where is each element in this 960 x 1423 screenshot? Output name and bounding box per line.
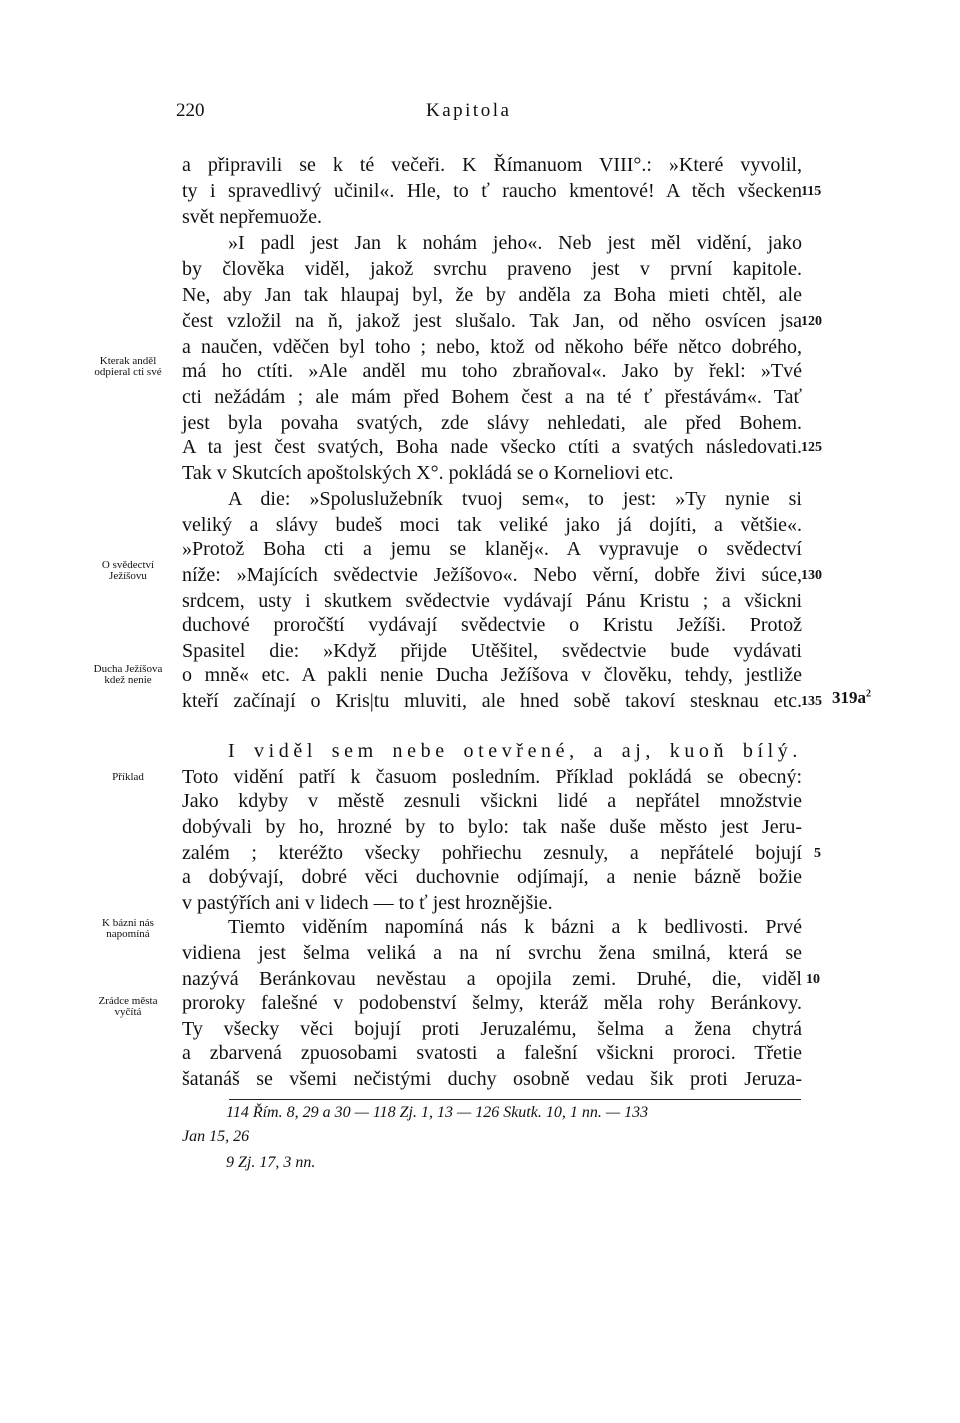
text-line: Toto vidění patří k časuom posledním. Příklad pokládá se obecný: — [182, 766, 802, 788]
text-line: »I padl jest Jan k nohám jeho«. Neb jest měl vidění, jako — [228, 232, 802, 254]
text-line: Spasitel die: »Když přijde Utěšitel, svědectvie bude vydávati — [182, 640, 802, 662]
text-line: čest vzložil na ň, jakož jest slušalo. Tak Jan, od něho osvícen jsa — [182, 310, 802, 332]
text-line: jest byla povaha svatých, zde slávy nehledati, ale před Bohem. — [182, 412, 802, 434]
text-line: »Protož Boha cti a jemu se klaněj«. A vypravuje o svědectví — [182, 538, 802, 560]
text-line: Tiemto viděním napomíná nás k bázni a k bedlivosti. Prvé — [228, 916, 802, 938]
text-line: svět nepřemuože. — [182, 206, 322, 228]
text-line: kteří začínají o Kris|tu mluviti, ale hned sobě takoví stesknau etc. — [182, 690, 802, 712]
text-line: a zbarvená zpuosobami svatosti a falešní všickni proroci. Třetie — [182, 1042, 802, 1064]
margin-note: O svědectví Ježíšovu — [101, 559, 155, 582]
text-line: Jako kdyby v městě zesnuli všickni lidé a nepřátel množstvie — [182, 790, 802, 812]
margin-note: Ducha Ježíšova kdež nenie — [93, 663, 163, 686]
line-number: 5 — [814, 846, 821, 861]
section-lemma: I viděl sem nebe otevřené, a aj, kuoň bílý. — [228, 740, 802, 762]
text-line: níže: »Majících svědectvie Ježíšovo«. Nebo věrní, dobře živi súce, — [182, 564, 802, 586]
footnote: 9 Zj. 17, 3 nn. — [226, 1154, 316, 1171]
text-line: by člověka viděl, jakož svrchu praveno jest v první kapitole. — [182, 258, 802, 280]
text-line: srdcem, usty i skutkem svědectvie vydávají Pánu Kristu ; a všickni — [182, 590, 802, 612]
text-line: v pastýřích ani v lidech — to ť jest hroznějšie. — [182, 892, 553, 914]
text-line: dobývali by ho, hrozné by to bylo: tak naše duše město jest Jeru- — [182, 816, 802, 838]
folio-marker: $319a^2$ — [832, 688, 871, 707]
text-line: veliký a slávy budeš moci tak veliké jako já dojíti, a většie«. — [182, 514, 802, 536]
text-line: Ne, aby Jan tak hlaupaj byl, že by anděla za Boha mieti chtěl, ale — [182, 284, 802, 306]
text-line: Tak v Skutcích apoštolských X°. pokládá se o Korneliovi etc. — [182, 462, 674, 484]
text-line: duchové proročští vydávají svědectvie o Kristu Ježíši. Protož — [182, 614, 802, 636]
text-line: a připravili se k té večeři. K Římanuom VIII°.: »Které vyvolil, — [182, 154, 802, 176]
footnote-rule — [229, 1099, 801, 1100]
footnote: Jan 15, 26 — [182, 1128, 250, 1145]
line-number: 10 — [806, 972, 820, 987]
text-line: Ty všecky věci bojují proti Jeruzalému, šelma a žena chytrá — [182, 1018, 802, 1040]
text-line: A die: »Spoluslužebník tvuoj sem«, to jest: »Ty nynie si — [228, 488, 802, 510]
text-line: a naučen, vděčen byl toho ; nebo, ktož od někoho béře nětco dobrého, — [182, 336, 802, 358]
text-line: proroky falešné v podobenství šelmy, kteráž měla rohy Beránkovy. — [182, 992, 802, 1014]
margin-note: K bázni nás napomíná — [102, 917, 154, 940]
margin-note: Příklad — [112, 771, 144, 783]
text-line: ty i spravedlivý učinil«. Hle, to ť raucho kmentové! A těch všecken — [182, 180, 802, 202]
line-number: 115 — [801, 184, 822, 199]
text-line: vidiena jest šelma veliká a na ní svrchu žena smilná, která se — [182, 942, 802, 964]
text-line: nazývá Beránkovau nevěstau a opojila zemi. Druhé, die, viděl — [182, 968, 802, 990]
margin-note: Kterak anděl odpieral cti své — [94, 355, 162, 378]
line-number: 125 — [801, 440, 822, 455]
text-line: A ta jest čest svatých, Boha nade všecko ctíti a svatých následovati. — [182, 436, 802, 458]
margin-note: Zrádce města vyčítá — [98, 995, 158, 1018]
footnote: 114 Řím. 8, 29 a 30 — 118 Zj. 1, 13 — 126 Skutk. 10, 1 nn. — 133 — [226, 1104, 649, 1121]
text-line: šatanáš se všemi nečistými duchy osobně vedau šik proti Jeruza- — [182, 1068, 802, 1090]
text-line: o mně« etc. A pakli nenie Ducha Ježíšova v člověku, tehdy, jestližе — [182, 664, 802, 686]
text-line: zalém ; kteréžto všecky pohřiechu zesnuly, a nepřátelé bojují — [182, 842, 802, 864]
text-line: cti nežádám ; ale mám před Bohem čest a na té ť přestávám«. Tať — [182, 386, 802, 408]
line-number: 130 — [801, 568, 822, 583]
running-title: Kapitola — [426, 100, 512, 121]
text-line: má ho ctíti. »Ale anděl mu toho zbraňoval«. Jako by řekl: »Tvé — [182, 360, 802, 382]
page-number: 220 — [176, 100, 205, 121]
text-line: a dobývají, dobré věci duchovnie odjímají, a nenie bázně božie — [182, 866, 802, 888]
line-number: 120 — [801, 314, 822, 329]
line-number: 135 — [801, 694, 822, 709]
